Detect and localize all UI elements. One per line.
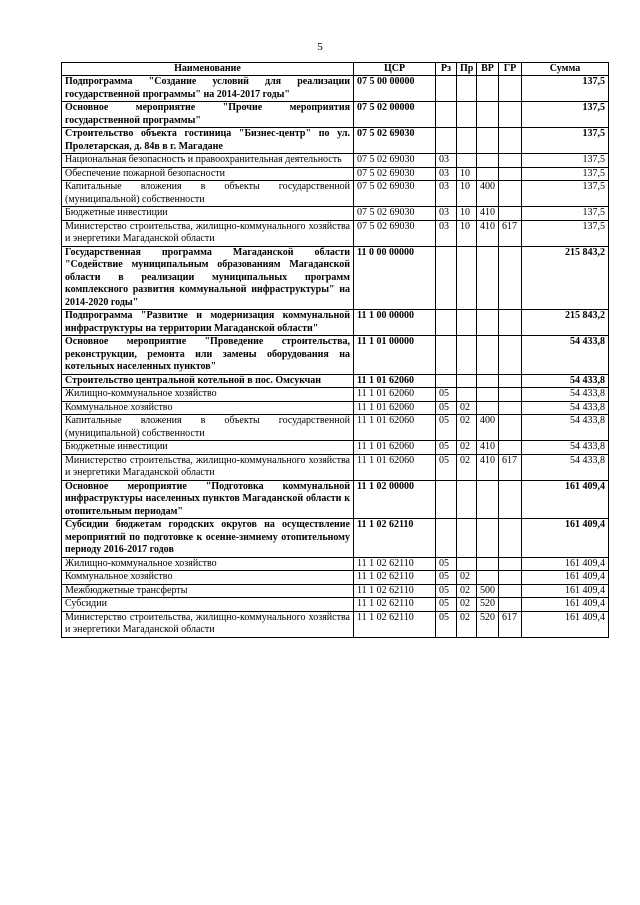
cell-gr: [499, 557, 522, 571]
cell-vr: 400: [477, 181, 499, 207]
cell-sum: 137,5: [522, 76, 609, 102]
cell-rz: 03: [436, 207, 457, 221]
cell-vr: [477, 102, 499, 128]
cell-rz: [436, 374, 457, 388]
cell-name: Жилищно-коммунальное хозяйство: [62, 557, 354, 571]
cell-name: Бюджетные инвестиции: [62, 441, 354, 455]
header-csr: ЦСР: [354, 63, 436, 76]
cell-pr: 02: [457, 454, 477, 480]
cell-name: Бюджетные инвестиции: [62, 207, 354, 221]
cell-name: Министерство строительства, жилищно-коммунального хозяйства и энергетики Магаданской области: [62, 611, 354, 637]
cell-csr: 11 1 00 00000: [354, 310, 436, 336]
header-sum: Сумма: [522, 63, 609, 76]
cell-name: Коммунальное хозяйство: [62, 571, 354, 585]
cell-gr: [499, 181, 522, 207]
cell-pr: [457, 374, 477, 388]
cell-vr: [477, 76, 499, 102]
cell-gr: [499, 246, 522, 310]
cell-rz: [436, 310, 457, 336]
cell-rz: 05: [436, 611, 457, 637]
cell-pr: [457, 76, 477, 102]
cell-pr: [457, 102, 477, 128]
cell-csr: 11 1 01 62060: [354, 454, 436, 480]
cell-name: Министерство строительства, жилищно-коммунального хозяйства и энергетики Магаданской области: [62, 220, 354, 246]
cell-gr: [499, 401, 522, 415]
cell-rz: 03: [436, 220, 457, 246]
cell-pr: [457, 480, 477, 519]
cell-rz: 05: [436, 401, 457, 415]
cell-gr: [499, 480, 522, 519]
cell-gr: [499, 128, 522, 154]
cell-csr: 07 5 02 69030: [354, 128, 436, 154]
cell-pr: [457, 388, 477, 402]
cell-sum: 161 409,4: [522, 519, 609, 558]
table-row: [62, 454, 609, 480]
cell-name: Обеспечение пожарной безопасности: [62, 167, 354, 181]
cell-name: Строительство центральной котельной в пос. Омсукчан: [62, 374, 354, 388]
cell-gr: [499, 519, 522, 558]
cell-pr: 02: [457, 415, 477, 441]
header-vr: ВР: [477, 63, 499, 76]
cell-name: Жилищно-коммунальное хозяйство: [62, 388, 354, 402]
cell-vr: 400: [477, 415, 499, 441]
cell-rz: [436, 246, 457, 310]
cell-vr: 500: [477, 584, 499, 598]
cell-pr: 02: [457, 441, 477, 455]
cell-csr: 11 1 01 62060: [354, 401, 436, 415]
cell-rz: [436, 102, 457, 128]
cell-csr: 07 5 02 69030: [354, 154, 436, 168]
cell-name: Межбюджетные трансферты: [62, 584, 354, 598]
cell-sum: 54 433,8: [522, 388, 609, 402]
budget-table: [61, 62, 609, 638]
cell-vr: [477, 401, 499, 415]
cell-pr: 10: [457, 220, 477, 246]
cell-name: Государственная программа Магаданской области "Содействие муниципальным образованиям Магаданской области в реализации муниципальных программ комплексного развития коммунальной инфраструктуры" на 2014-2020 годы": [62, 246, 354, 310]
cell-name: Основное мероприятие "Прочие мероприятия государственной программы": [62, 102, 354, 128]
table-row: [62, 401, 609, 415]
cell-csr: 11 1 02 00000: [354, 480, 436, 519]
cell-sum: 137,5: [522, 220, 609, 246]
cell-csr: 07 5 02 69030: [354, 167, 436, 181]
cell-vr: 410: [477, 220, 499, 246]
table-row: [62, 154, 609, 168]
cell-sum: 161 409,4: [522, 598, 609, 612]
header-pr: Пр: [457, 63, 477, 76]
cell-gr: [499, 76, 522, 102]
table-row: [62, 76, 609, 102]
cell-name: Подпрограмма "Создание условий для реализации государственной программы" на 2014-2017 годы": [62, 76, 354, 102]
cell-vr: [477, 519, 499, 558]
cell-sum: 137,5: [522, 102, 609, 128]
cell-sum: 161 409,4: [522, 584, 609, 598]
cell-name: Строительство объекта гостиница "Бизнес-центр" по ул. Пролетарская, д. 84в в г. Магадане: [62, 128, 354, 154]
cell-sum: 54 433,8: [522, 336, 609, 375]
cell-name: Национальная безопасность и правоохранительная деятельность: [62, 154, 354, 168]
cell-vr: [477, 480, 499, 519]
cell-gr: [499, 415, 522, 441]
cell-vr: [477, 336, 499, 375]
cell-csr: 11 1 02 62110: [354, 519, 436, 558]
cell-sum: 161 409,4: [522, 557, 609, 571]
table-row: [62, 310, 609, 336]
header-name: Наименование: [62, 63, 354, 76]
cell-rz: [436, 480, 457, 519]
table-row: [62, 441, 609, 455]
cell-gr: [499, 374, 522, 388]
header-rz: Рз: [436, 63, 457, 76]
cell-name: Подпрограмма "Развитие и модернизация коммунальной инфраструктуры на территории Магаданской области": [62, 310, 354, 336]
cell-rz: [436, 519, 457, 558]
cell-sum: 161 409,4: [522, 571, 609, 585]
cell-vr: 410: [477, 441, 499, 455]
table-row: [62, 167, 609, 181]
table-row: [62, 388, 609, 402]
cell-vr: [477, 571, 499, 585]
cell-name: Капитальные вложения в объекты государственной (муниципальной) собственности: [62, 415, 354, 441]
cell-vr: [477, 167, 499, 181]
cell-vr: 410: [477, 207, 499, 221]
cell-gr: 617: [499, 454, 522, 480]
cell-name: Министерство строительства, жилищно-коммунального хозяйства и энергетики Магаданской области: [62, 454, 354, 480]
cell-sum: 137,5: [522, 167, 609, 181]
table-row: [62, 336, 609, 375]
table-row: [62, 246, 609, 310]
cell-pr: 10: [457, 167, 477, 181]
table-row: [62, 181, 609, 207]
table-row: [62, 584, 609, 598]
cell-csr: 11 1 01 62060: [354, 388, 436, 402]
cell-gr: 617: [499, 611, 522, 637]
cell-csr: 11 1 02 62110: [354, 557, 436, 571]
cell-vr: [477, 310, 499, 336]
cell-rz: 05: [436, 415, 457, 441]
table-row: [62, 557, 609, 571]
cell-sum: 215 843,2: [522, 246, 609, 310]
cell-gr: [499, 167, 522, 181]
cell-csr: 11 1 01 62060: [354, 374, 436, 388]
cell-sum: 54 433,8: [522, 441, 609, 455]
cell-pr: 02: [457, 401, 477, 415]
cell-csr: 11 0 00 00000: [354, 246, 436, 310]
cell-sum: 137,5: [522, 128, 609, 154]
cell-pr: [457, 519, 477, 558]
cell-gr: [499, 388, 522, 402]
cell-csr: 11 1 01 62060: [354, 441, 436, 455]
cell-vr: [477, 246, 499, 310]
cell-pr: 10: [457, 207, 477, 221]
cell-vr: 520: [477, 611, 499, 637]
table-row: [62, 598, 609, 612]
cell-csr: 11 1 02 62110: [354, 611, 436, 637]
cell-sum: 161 409,4: [522, 480, 609, 519]
cell-vr: [477, 557, 499, 571]
cell-vr: [477, 374, 499, 388]
table-row: [62, 374, 609, 388]
cell-sum: 54 433,8: [522, 454, 609, 480]
cell-vr: 520: [477, 598, 499, 612]
cell-name: Субсидии: [62, 598, 354, 612]
cell-csr: 11 1 02 62110: [354, 571, 436, 585]
cell-gr: [499, 336, 522, 375]
cell-vr: 410: [477, 454, 499, 480]
cell-csr: 11 1 02 62110: [354, 598, 436, 612]
cell-rz: 03: [436, 167, 457, 181]
cell-rz: 05: [436, 584, 457, 598]
cell-pr: [457, 310, 477, 336]
table-row: [62, 128, 609, 154]
cell-csr: 11 1 01 00000: [354, 336, 436, 375]
cell-pr: [457, 154, 477, 168]
table-row: [62, 102, 609, 128]
cell-gr: [499, 207, 522, 221]
table-body: [62, 76, 609, 638]
cell-vr: [477, 154, 499, 168]
cell-pr: 02: [457, 611, 477, 637]
cell-csr: 07 5 00 00000: [354, 76, 436, 102]
cell-pr: [457, 128, 477, 154]
cell-name: Субсидии бюджетам городских округов на осуществление мероприятий по подготовке к осенне-зимнему отопительному периоду 2016-2017 годов: [62, 519, 354, 558]
table-row: [62, 207, 609, 221]
cell-pr: 10: [457, 181, 477, 207]
page-number: 5: [317, 41, 323, 53]
cell-sum: 54 433,8: [522, 415, 609, 441]
cell-name: Основное мероприятие "Подготовка коммунальной инфраструктуры населенных пунктов Магаданской области к отопительным периодам": [62, 480, 354, 519]
cell-csr: 11 1 02 62110: [354, 584, 436, 598]
cell-name: Капитальные вложения в объекты государственной (муниципальной) собственности: [62, 181, 354, 207]
table-row: [62, 571, 609, 585]
cell-gr: [499, 441, 522, 455]
cell-sum: 137,5: [522, 181, 609, 207]
cell-sum: 54 433,8: [522, 401, 609, 415]
cell-gr: [499, 571, 522, 585]
table-row: [62, 220, 609, 246]
cell-rz: [436, 336, 457, 375]
cell-sum: 137,5: [522, 207, 609, 221]
cell-rz: 05: [436, 571, 457, 585]
cell-csr: 07 5 02 00000: [354, 102, 436, 128]
cell-pr: [457, 336, 477, 375]
cell-rz: [436, 76, 457, 102]
cell-gr: [499, 310, 522, 336]
cell-pr: 02: [457, 584, 477, 598]
cell-rz: 05: [436, 388, 457, 402]
cell-rz: 05: [436, 454, 457, 480]
cell-pr: [457, 557, 477, 571]
cell-csr: 11 1 01 62060: [354, 415, 436, 441]
cell-csr: 07 5 02 69030: [354, 207, 436, 221]
cell-sum: 54 433,8: [522, 374, 609, 388]
cell-pr: 02: [457, 571, 477, 585]
cell-pr: [457, 246, 477, 310]
cell-sum: 137,5: [522, 154, 609, 168]
table-header-row: [62, 63, 609, 76]
cell-gr: [499, 598, 522, 612]
cell-rz: [436, 128, 457, 154]
cell-sum: 161 409,4: [522, 611, 609, 637]
header-gr: ГР: [499, 63, 522, 76]
cell-rz: 05: [436, 598, 457, 612]
table-row: [62, 415, 609, 441]
cell-rz: 05: [436, 441, 457, 455]
cell-csr: 07 5 02 69030: [354, 220, 436, 246]
table-row: [62, 480, 609, 519]
cell-rz: 03: [436, 154, 457, 168]
cell-vr: [477, 128, 499, 154]
cell-gr: [499, 154, 522, 168]
cell-csr: 07 5 02 69030: [354, 181, 436, 207]
cell-sum: 215 843,2: [522, 310, 609, 336]
table-row: [62, 519, 609, 558]
cell-gr: [499, 584, 522, 598]
cell-rz: 03: [436, 181, 457, 207]
cell-name: Основное мероприятие "Проведение строительства, реконструкции, ремонта или замены оборудования на котельных населенных пунктов": [62, 336, 354, 375]
cell-gr: [499, 102, 522, 128]
cell-vr: [477, 388, 499, 402]
table-row: [62, 611, 609, 637]
cell-gr: 617: [499, 220, 522, 246]
cell-pr: 02: [457, 598, 477, 612]
cell-name: Коммунальное хозяйство: [62, 401, 354, 415]
cell-rz: 05: [436, 557, 457, 571]
